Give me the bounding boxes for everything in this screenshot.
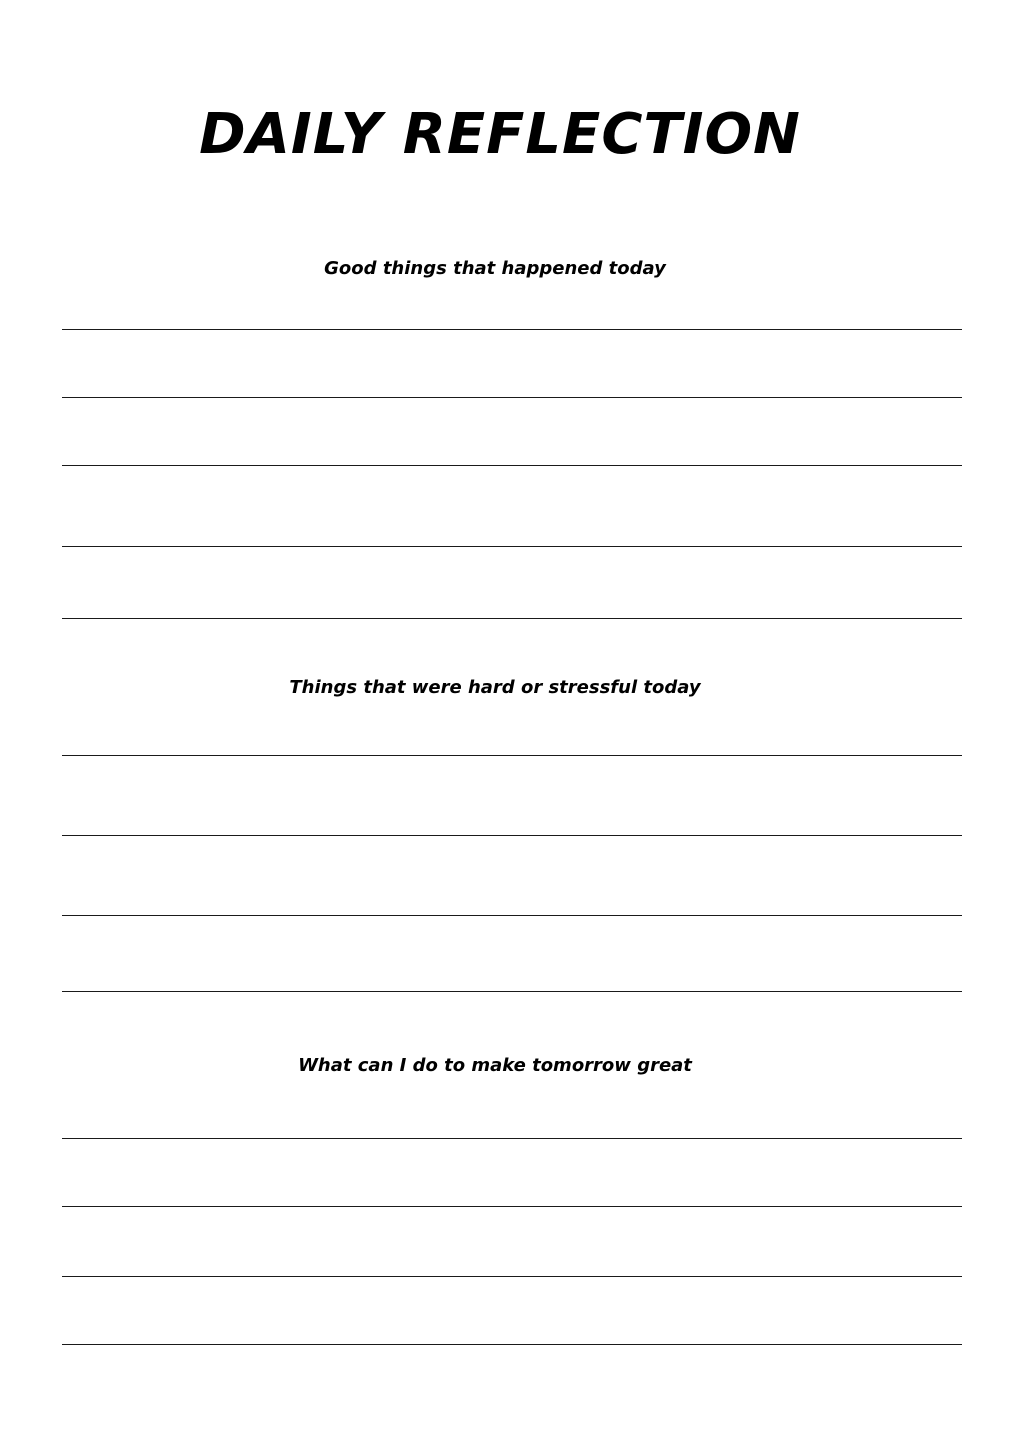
writing-line[interactable] bbox=[62, 1276, 962, 1277]
writing-line[interactable] bbox=[62, 329, 962, 330]
writing-line[interactable] bbox=[62, 991, 962, 992]
writing-line[interactable] bbox=[62, 397, 962, 398]
section-heading-good-things: Good things that happened today bbox=[324, 258, 666, 279]
writing-line[interactable] bbox=[62, 1206, 962, 1207]
writing-line[interactable] bbox=[62, 618, 962, 619]
writing-line[interactable] bbox=[62, 1344, 962, 1345]
section-heading-hard-things: Things that were hard or stressful today bbox=[289, 677, 701, 698]
writing-line[interactable] bbox=[62, 546, 962, 547]
writing-line[interactable] bbox=[62, 835, 962, 836]
writing-line[interactable] bbox=[62, 1138, 962, 1139]
writing-line[interactable] bbox=[62, 755, 962, 756]
writing-line[interactable] bbox=[62, 915, 962, 916]
section-heading-tomorrow: What can I do to make tomorrow great bbox=[298, 1055, 692, 1076]
page-title: DAILY REFLECTION bbox=[199, 102, 801, 167]
writing-line[interactable] bbox=[62, 465, 962, 466]
